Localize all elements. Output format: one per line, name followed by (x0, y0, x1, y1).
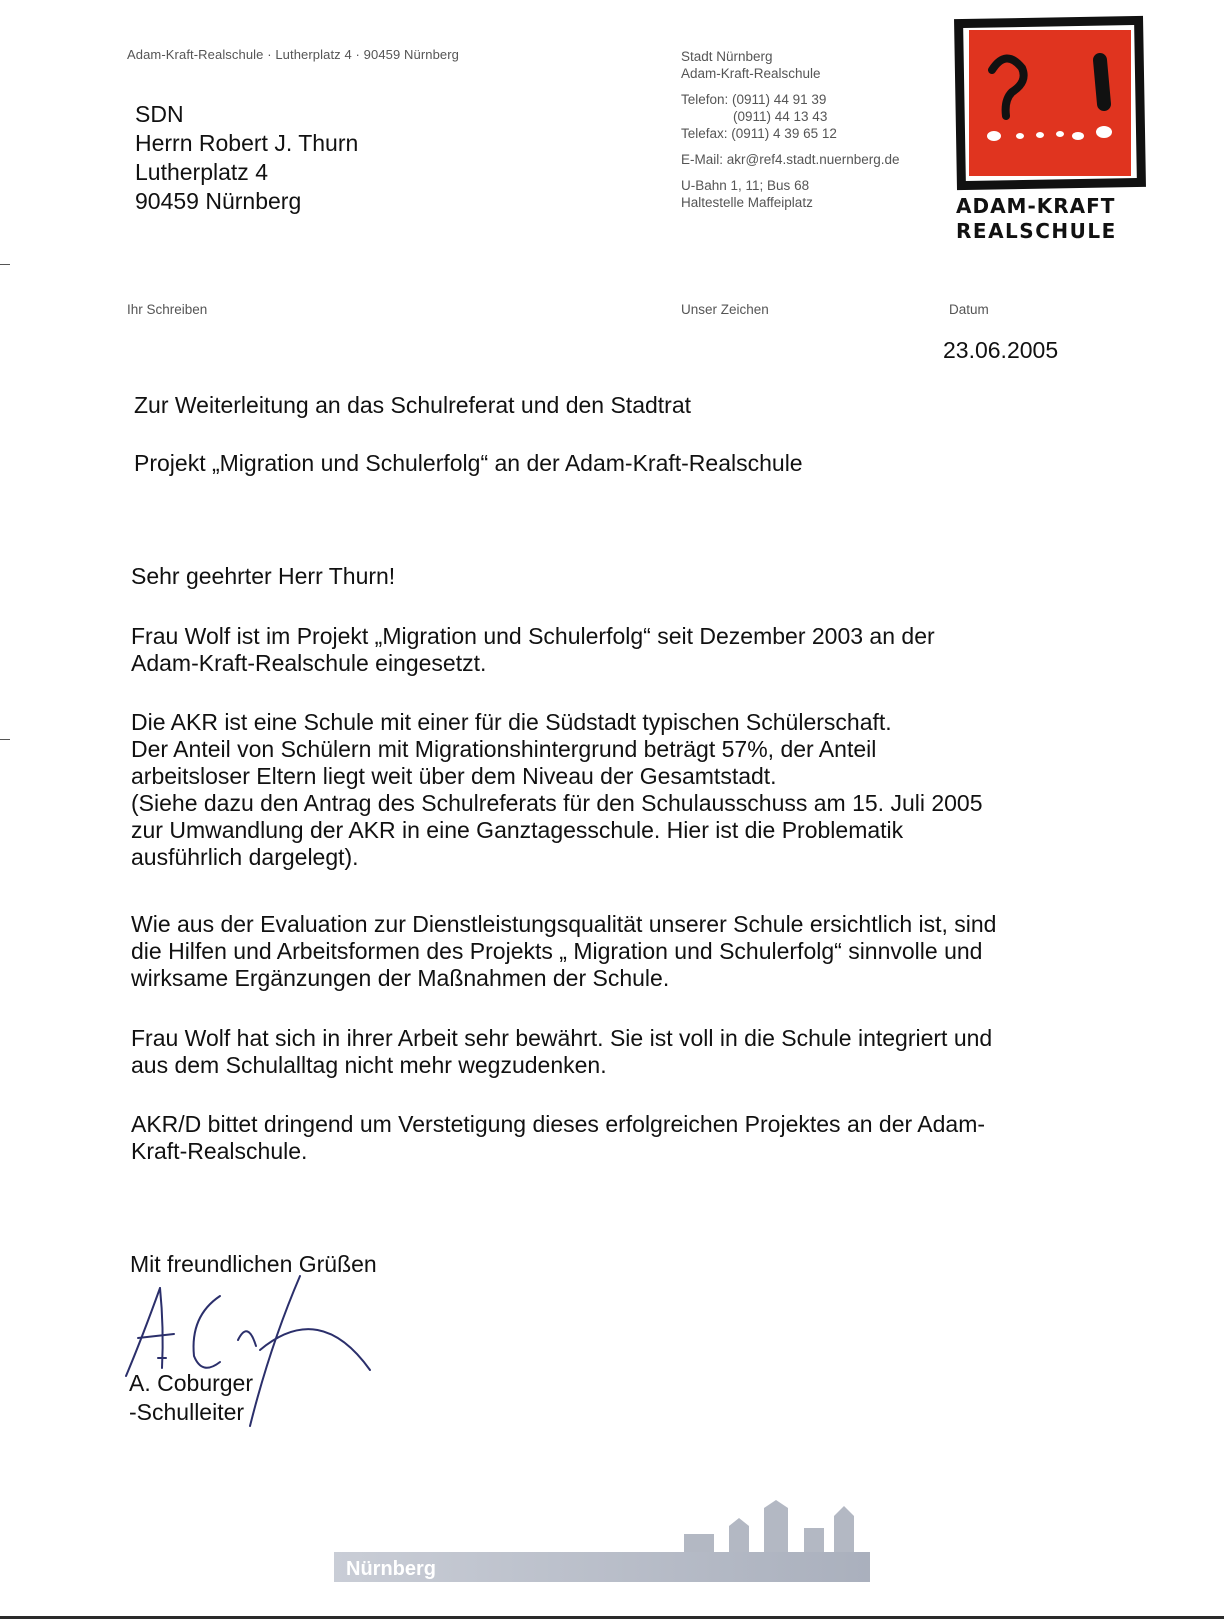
letter-date: 23.06.2005 (943, 337, 1059, 363)
subject-line: Zur Weiterleitung an das Schulreferat und den Stadtrat (134, 392, 692, 418)
phone-number: (0911) 44 13 43 (733, 109, 828, 124)
school-name: Adam-Kraft-Realschule (681, 66, 821, 81)
scan-bottom-edge (0, 1616, 1224, 1619)
paragraph-line: Frau Wolf ist im Projekt „Migration und Schulerfolg“ seit Dezember 2003 an der (131, 623, 935, 649)
castle-silhouette (684, 1500, 854, 1552)
paragraph-line: ausführlich dargelegt). (131, 844, 359, 870)
date-label: Datum (949, 302, 989, 317)
our-ref-label: Unser Zeichen (681, 302, 769, 317)
city-name: Stadt Nürnberg (681, 49, 773, 64)
sender-return-line: Adam-Kraft-Realschule · Lutherplatz 4 · 90459 Nürnberg (127, 47, 460, 62)
paragraph-line: AKR/D bittet dringend um Verstetigung dieses erfolgreichen Projektes an der Adam- (131, 1111, 986, 1137)
paragraph-line: Adam-Kraft-Realschule eingesetzt. (131, 650, 487, 676)
logo-text-line1: ADAM-KRAFT (956, 194, 1116, 218)
scan-edge-mark (0, 264, 10, 265)
recipient-line: 90459 Nürnberg (135, 188, 302, 214)
paragraph-line: Kraft-Realschule. (131, 1138, 308, 1164)
school-logo (952, 8, 1152, 243)
closing-greeting: Mit freundlichen Grüßen (130, 1251, 377, 1277)
signer-title: -Schulleiter (129, 1399, 245, 1425)
paragraph-line: zur Umwandlung der AKR in eine Ganztagesschule. Hier ist die Problematik (131, 817, 904, 843)
email-address: E-Mail: akr@ref4.stadt.nuernberg.de (681, 152, 900, 167)
salutation: Sehr geehrter Herr Thurn! (131, 563, 396, 589)
transit-info: U-Bahn 1, 11; Bus 68 (681, 178, 810, 193)
recipient-line: Herrn Robert J. Thurn (135, 130, 359, 156)
logo-text-line2: REALSCHULE (956, 219, 1117, 243)
signer-name: A. Coburger (129, 1370, 254, 1396)
body-paragraph (131, 623, 1091, 677)
paragraph-line: Wie aus der Evaluation zur Dienstleistungsqualität unserer Schule ersichtlich ist, sind (131, 911, 997, 937)
subject-line: Projekt „Migration und Schulerfolg“ an der Adam-Kraft-Realschule (134, 450, 803, 476)
transit-stop: Haltestelle Maffeiplatz (681, 195, 813, 210)
city-badge: Nürnberg (346, 1558, 436, 1580)
contact-info (681, 48, 900, 211)
body-paragraph (131, 709, 1091, 871)
phone-number: Telefon: (0911) 44 91 39 (681, 92, 827, 107)
signer-block (129, 1369, 253, 1427)
body-paragraph (131, 1111, 1091, 1165)
paragraph-line: aus dem Schulalltag nicht mehr wegzudenken. (131, 1052, 607, 1078)
paragraph-line: Die AKR ist eine Schule mit einer für die Südstadt typischen Schülerschaft. (131, 709, 892, 735)
nuernberg-skyline-footer (334, 1500, 870, 1585)
fax-number: Telefax: (0911) 4 39 65 12 (681, 126, 837, 141)
exclamation-mark-icon (1100, 60, 1104, 104)
paragraph-line: (Siehe dazu den Antrag des Schulreferats für den Schulausschuss am 15. Juli 2005 (131, 790, 983, 816)
paragraph-line: arbeitsloser Eltern liegt weit über dem Niveau der Gesamtstadt. (131, 763, 777, 789)
body-paragraph (131, 1025, 1091, 1079)
paragraph-line: Frau Wolf hat sich in ihrer Arbeit sehr bewährt. Sie ist voll in die Schule integriert und (131, 1025, 993, 1051)
recipient-address (135, 100, 358, 216)
scan-edge-mark (0, 739, 10, 740)
recipient-line: SDN (135, 101, 184, 127)
paragraph-line: wirksame Ergänzungen der Maßnahmen der Schule. (131, 965, 670, 991)
paragraph-line: Der Anteil von Schülern mit Migrationshintergrund beträgt 57%, der Anteil (131, 736, 877, 762)
your-letter-label: Ihr Schreiben (127, 302, 208, 317)
body-paragraph (131, 911, 1091, 992)
paragraph-line: die Hilfen und Arbeitsformen des Projekts „ Migration und Schulerfolg“ sinnvolle und (131, 938, 983, 964)
recipient-line: Lutherplatz 4 (135, 159, 268, 185)
